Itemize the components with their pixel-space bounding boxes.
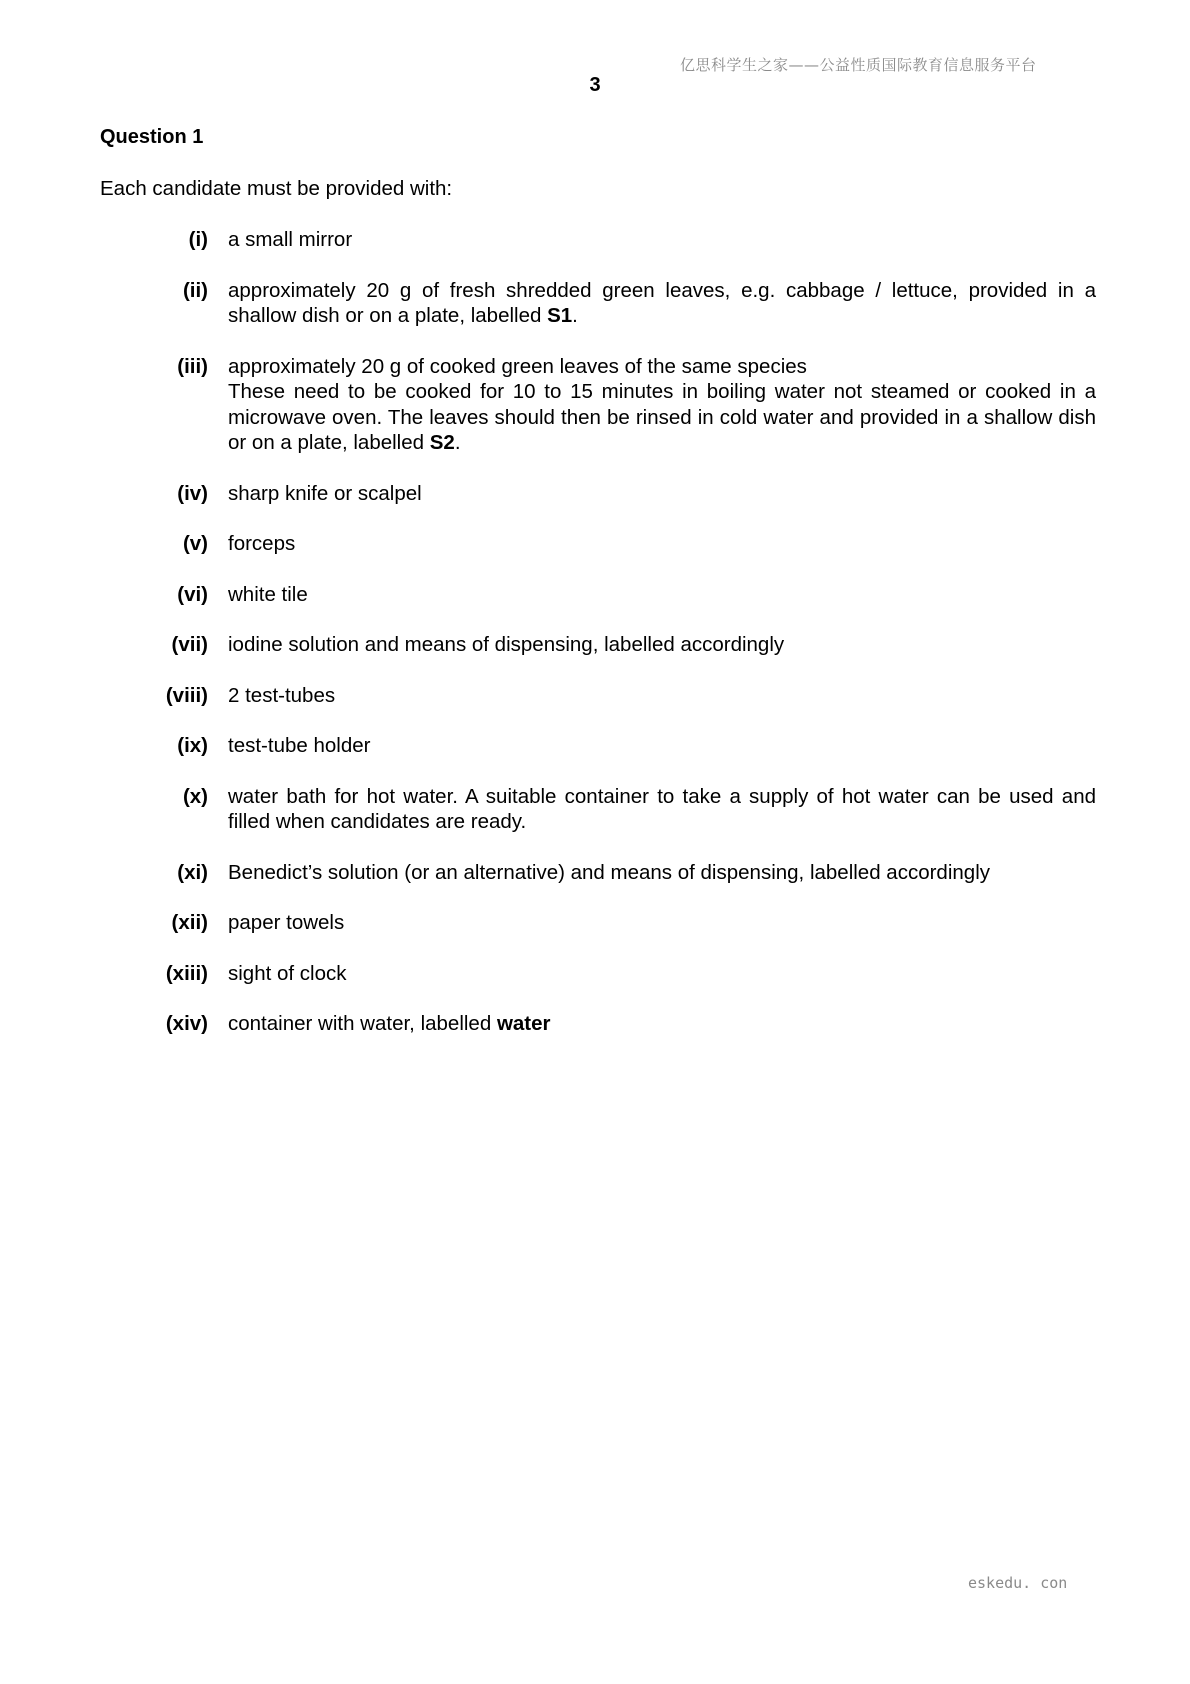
item-numeral: (iii)	[177, 354, 208, 378]
list-item	[140, 354, 1096, 456]
question-heading: Question 1	[100, 126, 204, 148]
list-item	[140, 733, 1096, 759]
page-number: 3	[589, 74, 601, 96]
item-text	[228, 278, 1096, 329]
item-text: test-tube holder	[228, 734, 371, 757]
apparatus-list	[140, 227, 1096, 1062]
list-item	[140, 531, 1096, 557]
item-text-part: .	[454, 431, 461, 454]
list-item	[140, 278, 1096, 329]
list-item	[140, 784, 1096, 835]
item-numeral: (xiv)	[165, 1012, 208, 1035]
list-item	[140, 227, 1096, 253]
item-label-bold: water	[496, 1012, 551, 1035]
watermark-header: 亿思科学生之家——公益性质国际教育信息服务平台	[680, 56, 1037, 74]
item-text: a small mirror	[228, 228, 353, 251]
item-text-part: approximately 20 g of fresh shredded green leaves, e.g. cabbage / lettuce, provided in a shallow dish or on a plate, labelled	[228, 278, 1096, 327]
list-item	[140, 481, 1096, 507]
item-numeral: (v)	[182, 532, 208, 555]
item-text: Benedict’s solution (or an alternative) and means of dispensing, labelled accordingly	[228, 860, 990, 884]
item-text: water bath for hot water. A suitable container to take a supply of hot water can be used and filled when candidates are ready.	[228, 784, 1096, 833]
item-text	[228, 354, 1096, 456]
item-text: paper towels	[228, 911, 345, 934]
list-item	[140, 683, 1096, 709]
list-item	[140, 1011, 1096, 1037]
intro-text: Each candidate must be provided with:	[100, 177, 453, 200]
item-text: iodine solution and means of dispensing, labelled accordingly	[228, 633, 785, 656]
item-label-bold: S2	[429, 431, 455, 454]
item-numeral: (i)	[188, 228, 208, 251]
item-numeral: (xiii)	[165, 961, 208, 985]
item-numeral: (ix)	[177, 734, 208, 757]
item-numeral: (ii)	[182, 278, 208, 302]
item-numeral: (xii)	[171, 911, 208, 934]
item-text-part: container with water, labelled	[228, 1012, 497, 1035]
item-label-bold: S1	[547, 304, 573, 327]
list-item	[140, 910, 1096, 936]
item-text: 2 test-tubes	[228, 683, 336, 707]
item-text: white tile	[228, 582, 308, 606]
watermark-footer: eskedu. con	[968, 1574, 1068, 1592]
item-numeral: (vi)	[177, 582, 208, 606]
item-text-line: approximately 20 g of cooked green leaves of the same species	[228, 354, 807, 378]
item-numeral: (xi)	[177, 860, 208, 884]
item-numeral: (x)	[182, 784, 208, 808]
item-text-part: These need to be cooked for 10 to 15 minutes in boiling water not steamed or cooked in a microwave oven. The leaves should then be rinsed in cold water and provided in a shallow dish or on a plate, labelled	[228, 380, 1096, 454]
item-text: sharp knife or scalpel	[228, 481, 422, 505]
item-numeral: (vii)	[171, 633, 208, 656]
item-text-part: .	[572, 304, 578, 327]
item-text: forceps	[228, 532, 296, 555]
item-text	[228, 1011, 1096, 1037]
item-numeral: (viii)	[165, 683, 208, 707]
list-item	[140, 961, 1096, 987]
list-item	[140, 860, 1096, 886]
list-item	[140, 582, 1096, 608]
item-text: sight of clock	[228, 961, 347, 985]
list-item	[140, 632, 1096, 658]
item-numeral: (iv)	[177, 481, 208, 505]
